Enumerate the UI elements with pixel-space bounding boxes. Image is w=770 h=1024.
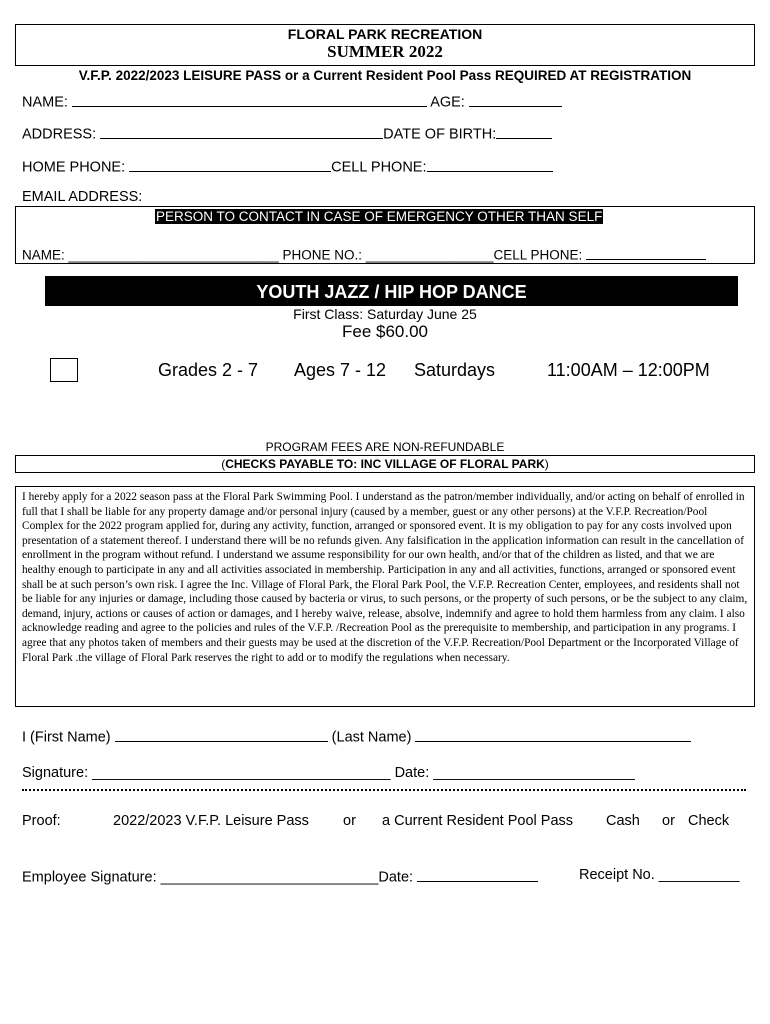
employee-date-label: Date: [378,869,414,886]
signature-date-field[interactable]: _________________________ [433,765,635,781]
email-label: EMAIL ADDRESS: [22,189,143,205]
receipt-row [579,867,739,883]
signature-date-label: Date: [394,765,430,781]
emergency-cell-label: CELL PHONE: [493,247,583,263]
non-refundable-notice: PROGRAM FEES ARE NON-REFUNDABLE [265,440,505,454]
proof-or-2: or [662,813,675,829]
org-title: FLORAL PARK RECREATION [287,26,483,42]
checks-close-paren: ) [544,457,549,471]
cut-line-divider [22,789,746,791]
dob-label: DATE OF BIRTH: [383,126,497,143]
first-class: First Class: Saturday June 25 [293,306,477,322]
emergency-heading: PERSON TO CONTACT IN CASE OF EMERGENCY OTHER THAN SELF [156,209,603,224]
signature-row [22,765,635,781]
email-row [22,189,142,205]
proof-cash: Cash [606,813,640,829]
last-name-field[interactable] [415,727,691,742]
address-label: ADDRESS: [22,126,97,143]
home-phone-label: HOME PHONE: [22,159,126,176]
proof-leisure-pass: 2022/2023 V.F.P. Leisure Pass [113,813,309,829]
checks-payable [0,457,770,471]
home-phone-field[interactable] [129,157,331,172]
age-label: AGE: [430,94,465,111]
checks-payable-text: CHECKS PAYABLE TO: INC VILLAGE OF FLORAL PARK [225,457,545,471]
receipt-field[interactable]: __________ [658,867,740,883]
first-name-field[interactable] [115,727,328,742]
registration-requirement: V.F.P. 2022/2023 LEISURE PASS or a Current Resident Pool Pass REQUIRED AT REGISTRATION [78,68,692,83]
emergency-name-label: NAME: [22,247,65,263]
receipt-label: Receipt No. [579,867,655,883]
program-checkbox[interactable] [50,358,78,382]
address-row [22,124,552,143]
emergency-name-field[interactable]: ____________________________ [68,247,279,263]
program-day: Saturdays [414,360,496,380]
emergency-phone-label: PHONE NO.: [282,247,363,263]
name-signature-row [22,727,691,746]
employee-signature-row [22,867,538,886]
employee-signature-field[interactable]: ___________________________ [160,869,379,886]
cell-phone-field[interactable] [427,157,553,172]
name-field[interactable] [72,92,427,107]
name-row [22,92,562,111]
program-title-banner: YOUTH JAZZ / HIP HOP DANCE [45,276,738,306]
checks-open-paren: ( [221,457,226,471]
emergency-phone-field[interactable]: _________________ [365,247,494,263]
program-fee: Fee $60.00 [341,322,428,341]
program-ages: Ages 7 - 12 [294,360,387,380]
program-grades: Grades 2 - 7 [158,360,259,380]
proof-label: Proof: [22,813,61,829]
program-time: 11:00AM – 12:00PM [547,360,710,380]
signature-field[interactable]: _____________________________________ [92,765,391,781]
employee-date-field[interactable] [417,867,538,882]
season-title: SUMMER 2022 [327,42,443,61]
cell-phone-label: CELL PHONE: [331,159,427,176]
name-label: NAME: [22,94,68,111]
signature-label: Signature: [22,765,89,781]
last-name-label: (Last Name) [331,729,412,746]
proof-or-1: or [343,813,356,829]
first-name-label: I (First Name) [22,729,111,746]
emergency-row [22,246,706,263]
emergency-cell-field[interactable] [586,246,706,260]
phone-row [22,157,553,176]
employee-signature-label: Employee Signature: [22,869,157,886]
proof-check: Check [688,813,730,829]
age-field[interactable] [469,92,562,107]
address-field[interactable] [100,124,383,139]
dob-field[interactable] [496,124,552,139]
proof-pool-pass: a Current Resident Pool Pass [382,813,574,829]
waiver-text: I hereby apply for a 2022 season pass at the Floral Park Swimming Pool. I understand as the patron/member individually, and/or acting on behalf of enrolled in full that I shall be liable for any property damage and/or personal injury (caused by a member, guest or any other persons) at the V.F.P. Recreation/Pool Complex for the 2022 program applied for, during any activity, function, arranged or sponsored event. It is my obligation to pay for any costs involved upon presentation of a statement thereof. I understand there will be no refunds given. Any falsification in the application information can result in the cancellation of enrollment in the program without refund. I understand we assume responsibility for our own health, and/or that of the children as listed, and that we are healthy enough to participate in any and all activities associated in membership. Participation in any and all activities, functions, arranged or sponsored event shall be at such person’s own risk. I agree the Inc. Village of Floral Park, the Floral Park Pool, the V.F.P. Recreation Center, employees, and residents shall not be liable for any injuries or damage, including those caused by bacteria or virus, to such persons, or the property of such persons, or be the subject to any claim, demand, injury, actions or causes of action or damages, and I hereby waive, release, absolve, indemnify and agree to hold them harmless from any claim. I also acknowledge reading and agree to the policies and rules of the V.F.P. /Recreation Pool as the prerequisite to membership, and participation in any programs. I agree that any photos taken of members and their guests may be used at the discretion of the V.F.P. Recreation/Pool Department or the Incorporated Village of Floral Park .the village of Floral Park reserves the right to add or to modify the regulations when necessary. [22,491,748,664]
